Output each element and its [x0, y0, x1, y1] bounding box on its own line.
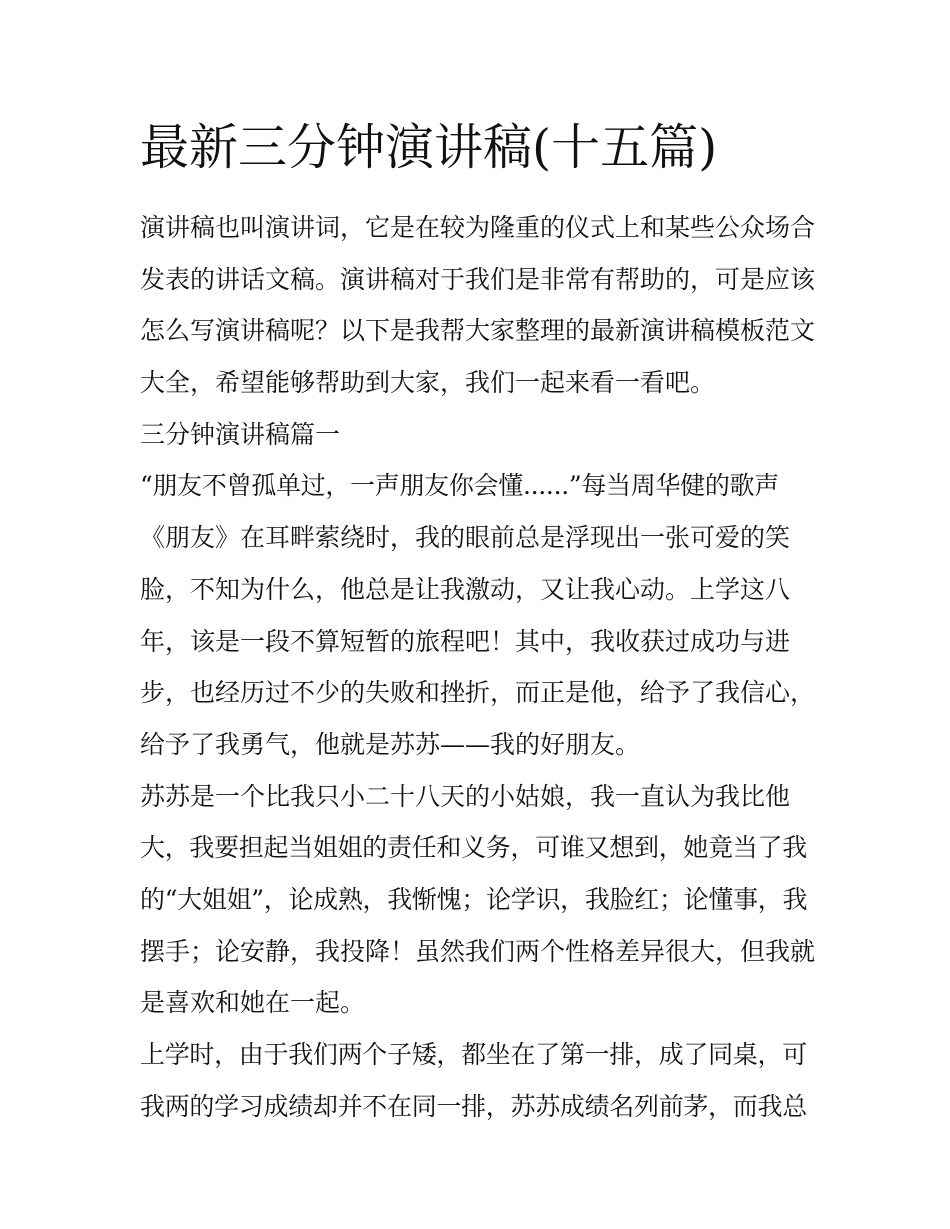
body-line: 摆手；论安静，我投降！虽然我们两个性格差异很大，但我就 — [140, 936, 816, 966]
body-line: 演讲稿也叫演讲词，它是在较为隆重的仪式上和某些公众场合 — [140, 213, 816, 242]
body-line: “朋友不曾孤单过，一声朋友你会懂......”每当周华健的歌声 — [140, 471, 779, 501]
body-line: 给予了我勇气，他就是苏苏——我的好朋友。 — [140, 729, 641, 759]
body-line: 是喜欢和她在一起。 — [140, 988, 366, 1018]
body-line: 苏苏是一个比我只小二十八天的小姑娘，我一直认为我比他 — [140, 781, 791, 811]
body-line: 怎么写演讲稿呢？以下是我帮大家整理的最新演讲稿模板范文 — [140, 316, 816, 346]
body-line: 上学时，由于我们两个子矮，都坐在了第一排，成了同桌，可 — [140, 1040, 807, 1069]
document-title: 最新三分钟演讲稿(十五篇) — [140, 119, 718, 176]
body-line: 年，该是一段不算短暂的旅程吧！其中，我收获过成功与进 — [140, 626, 791, 656]
body-line: 发表的讲话文稿。演讲稿对于我们是非常有帮助的，可是应该 — [140, 264, 816, 294]
section-heading: 三分钟演讲稿篇一 — [140, 419, 341, 449]
body-line: 大全，希望能够帮助到大家，我们一起来看一看吧。 — [140, 368, 716, 398]
body-line: 大，我要担起当姐姐的责任和义务，可谁又想到，她竟当了我 — [140, 833, 807, 863]
body-line: 《朋友》在耳畔萦绕时，我的眼前总是浮现出一张可爱的笑 — [140, 523, 791, 553]
body-line: 我两的学习成绩却并不在同一排，苏苏成绩名列前茅，而我总 — [140, 1091, 807, 1121]
document-body — [140, 202, 820, 1132]
body-line: 的“大姐姐”，论成熟，我惭愧；论学识，我脸红；论懂事，我 — [140, 884, 808, 914]
body-line: 脸，不知为什么，他总是让我激动，又让我心动。上学这八 — [140, 574, 791, 604]
body-line: 步，也经历过不少的失败和挫折，而正是他，给予了我信心， — [140, 678, 816, 708]
